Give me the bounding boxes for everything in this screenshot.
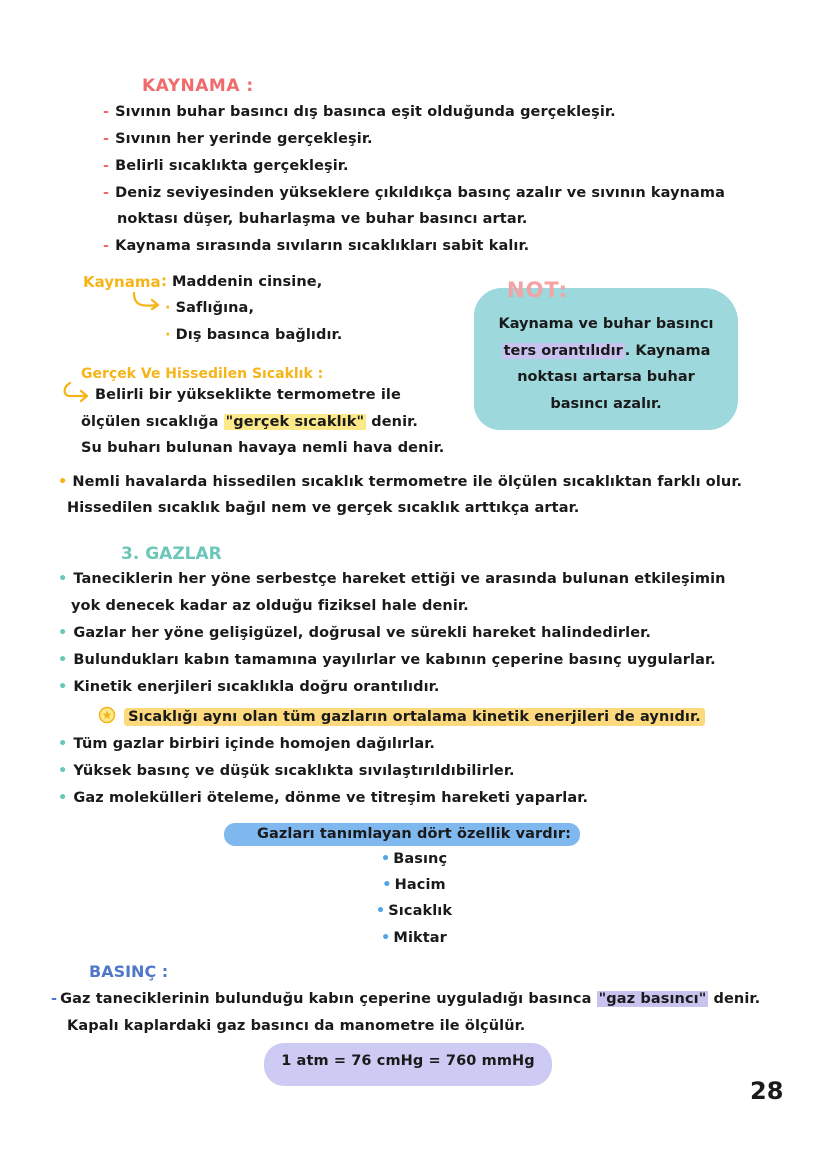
kaynama-item: - Belirli sıcaklıkta gerçekleşir. bbox=[103, 158, 349, 174]
colon-mark: : bbox=[161, 272, 167, 290]
star-icon bbox=[98, 706, 116, 724]
page-number: 28 bbox=[750, 1077, 784, 1105]
kaynama-item: - Deniz seviyesinden yükseklere çıkıldıkça basınç azalır ve sıvının kaynama bbox=[103, 185, 726, 201]
gercek-line: ölçülen sıcaklığa "gerçek sıcaklık" denir. bbox=[81, 414, 418, 430]
basinc-line: - Gaz taneciklerinin bulunduğu kabın çeperine uyguladığı basınca "gaz basıncı" denir. bbox=[51, 991, 761, 1007]
curved-arrow-icon bbox=[131, 291, 163, 313]
gercek-line: Belirli bir yükseklikte termometre ile bbox=[95, 387, 401, 403]
note-text: Kaynama ve buhar basıncı ters orantılıdır . Kaynama noktası artarsa buhar basıncı azalır. bbox=[498, 316, 714, 412]
gercek-line: Su buharı bulunan havaya nemli hava denir. bbox=[81, 440, 445, 456]
note-title: NOT: bbox=[507, 278, 569, 302]
kaynama-title: KAYNAMA : bbox=[142, 76, 254, 96]
dependence-label: Kaynama bbox=[83, 273, 161, 291]
property-item: • Miktar bbox=[381, 930, 447, 946]
kaynama-item-cont: noktası düşer, buharlaşma ve buhar basıncı artar. bbox=[117, 211, 528, 227]
gazlar-item-cont: yok denecek kadar az olduğu fiziksel hale denir. bbox=[71, 598, 469, 614]
gazlar-item: • Gaz molekülleri öteleme, dönme ve titreşim hareketi yaparlar. bbox=[58, 790, 589, 806]
dependence-item: · Dış basınca bağlıdır. bbox=[165, 327, 343, 343]
dependence-item: · Saflığına, bbox=[165, 300, 255, 316]
gazlar-item: • Bulundukları kabın tamamına yayılırlar ve kabının çeperine basınç uygularlar. bbox=[58, 652, 716, 668]
kaynama-item: - Sıvının buhar basıncı dış basınca eşit olduğunda gerçekleşir. bbox=[103, 104, 616, 120]
gercek-bullet-cont: Hissedilen sıcaklık bağıl nem ve gerçek sıcaklık arttıkça artar. bbox=[67, 500, 580, 516]
property-item: • Basınç bbox=[380, 851, 448, 867]
star-statement: Sıcaklığı aynı olan tüm gazların ortalama kinetik enerjileri de aynıdır. bbox=[98, 706, 705, 725]
pressure-formula: 1 atm = 76 cmHg = 760 mmHg bbox=[281, 1053, 535, 1069]
gazlar-item: • Taneciklerin her yöne serbestçe hareket ettiği ve arasında bulunan etkileşimin bbox=[58, 571, 726, 587]
dependence-item: Maddenin cinsine, bbox=[172, 274, 323, 290]
kaynama-item: - Kaynama sırasında sıvıların sıcaklıkları sabit kalır. bbox=[103, 238, 530, 254]
gazlar-item: • Kinetik enerjileri sıcaklıkla doğru orantılıdır. bbox=[58, 679, 440, 695]
gercek-bullet: • Nemli havalarda hissedilen sıcaklık termometre ile ölçülen sıcaklıktan farklı olur. bbox=[58, 474, 743, 490]
property-item: • Sıcaklık bbox=[375, 903, 453, 919]
gazlar-title: 3. GAZLAR bbox=[121, 544, 222, 564]
gazlar-item: • Gazlar her yöne gelişigüzel, doğrusal ve sürekli hareket halindedirler. bbox=[58, 625, 651, 641]
gazlar-item: • Yüksek basınç ve düşük sıcaklıkta sıvılaştırıldıbilirler. bbox=[58, 763, 515, 779]
curved-arrow-icon bbox=[62, 381, 92, 405]
basinc-title: BASINÇ : bbox=[89, 962, 169, 981]
gazlar-item: • Tüm gazlar birbiri içinde homojen dağılırlar. bbox=[58, 736, 436, 752]
property-item: • Hacim bbox=[382, 877, 446, 893]
basinc-line: Kapalı kaplardaki gaz basıncı da manometre ile ölçülür. bbox=[67, 1018, 526, 1034]
kaynama-item: - Sıvının her yerinde gerçekleşir. bbox=[103, 131, 373, 147]
properties-title: Gazları tanımlayan dört özellik vardır: bbox=[257, 826, 571, 842]
gercek-title: Gerçek Ve Hissedilen Sıcaklık : bbox=[81, 366, 324, 382]
